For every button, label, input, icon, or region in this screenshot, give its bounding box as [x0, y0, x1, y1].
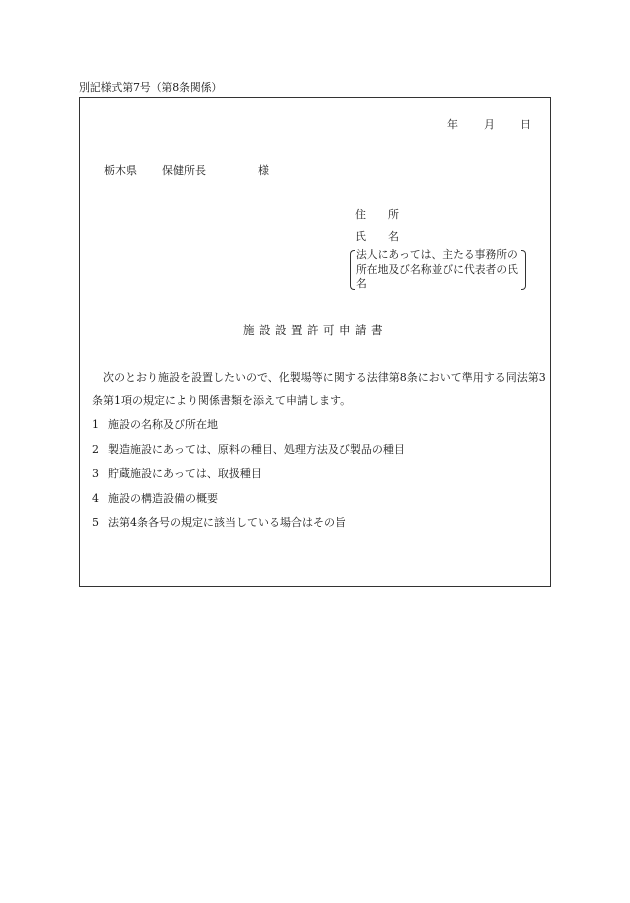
applicant-name-label	[355, 228, 399, 244]
addressee-office: 保健所長	[162, 164, 206, 177]
document-title: 施設設置許可申請書	[243, 323, 387, 337]
list-item	[92, 413, 405, 438]
item-text: 製造施設にあっては、原料の種目、処理方法及び製品の種目	[108, 442, 405, 456]
item-number: 2	[92, 442, 99, 456]
date-month-label: 月	[484, 118, 495, 131]
corporate-note: 法人にあっては、主たる事務所の所在地及び名称並びに代表者の氏名	[350, 248, 526, 292]
item-text: 施設の名称及び所在地	[108, 418, 218, 431]
address-label-char-1: 住	[355, 208, 366, 221]
name-label-char-2: 名	[388, 230, 399, 243]
item-text: 法第4条各号の規定に該当している場合はその旨	[108, 516, 346, 529]
item-number: 1	[92, 418, 99, 431]
attachment-list	[92, 413, 405, 536]
name-label-char-1: 氏	[355, 230, 366, 243]
item-number: 3	[92, 467, 99, 480]
address-label-char-2: 所	[388, 208, 399, 221]
item-number: 5	[92, 516, 99, 529]
addressee-prefecture: 栃木県	[104, 164, 137, 177]
item-text: 貯蔵施設にあっては、取扱種目	[108, 467, 262, 480]
application-statement: 次のとおり施設を設置したいので、化製場等に関する法律第8条において準用する同法第3条第1項の規定により関係書類を添えて申請します。	[92, 371, 546, 407]
date-day-label: 日	[520, 118, 531, 131]
application-form	[79, 97, 551, 587]
list-item	[92, 462, 405, 487]
form-number: 別記様式第7号（第8条関係）	[79, 81, 223, 94]
item-number: 4	[92, 491, 99, 505]
item-text: 施設の構造設備の概要	[108, 491, 218, 505]
date-year-label: 年	[447, 118, 458, 131]
list-item	[92, 511, 405, 536]
list-item	[92, 438, 405, 463]
applicant-address-label	[355, 206, 399, 222]
list-item	[92, 487, 405, 512]
addressee-honorific: 様	[258, 164, 269, 177]
